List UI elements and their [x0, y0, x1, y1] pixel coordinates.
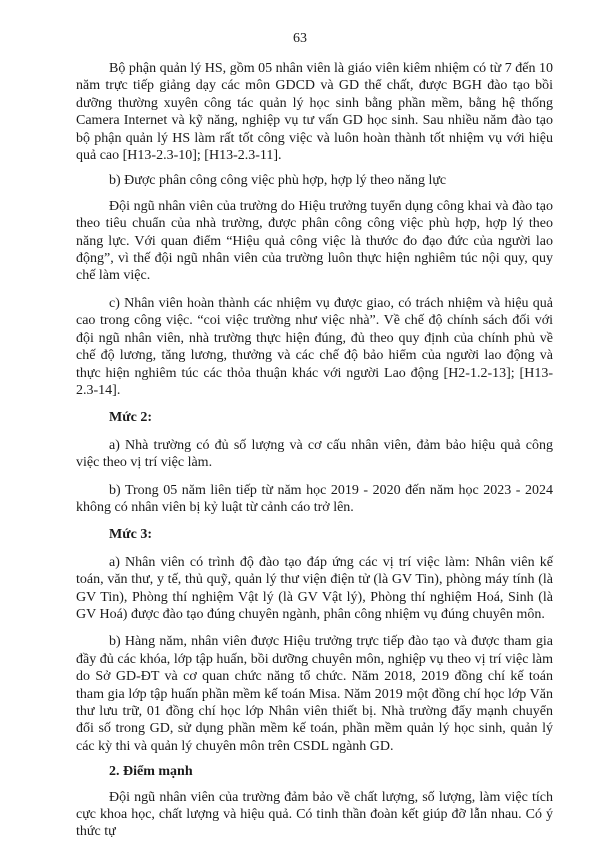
paragraph-heading-b-assignment: b) Được phân công công việc phù hợp, hợp lý theo năng lực — [109, 173, 447, 189]
paragraph-staff-management: Bộ phận quản lý HS, gồm 05 nhân viên là giáo viên kiêm nhiệm có từ 7 đến 10 năm trực tiếp giảng dạy các môn GDCD và GD thể chất, được BGH đào tạo bồi dưỡng thường xuyên công tác quản lý học sinh bằng phần mềm, bằng hệ thống Camera Internet và kỹ năng, nghiệp vụ tư vấn GD học sinh. Sau nhiều năm đào tạo bộ phận quản lý HS làm rất tốt công việc và luôn hoàn thành tốt nhiệm vụ với hiệu quả cao [H13-2.3-10]; [H13-2.3-11]. — [76, 61, 553, 164]
paragraph-level2-a: a) Nhà trường có đủ số lượng và cơ cấu nhân viên, đảm bảo hiệu quả công việc theo vị trí việc làm. — [76, 437, 553, 471]
paragraph-strengths: Đội ngũ nhân viên của trường đảm bảo về chất lượng, số lượng, làm việc tích cực khoa học, chất lượng và hiệu quả. Có tinh thần đoàn kết giúp đỡ lẫn nhau. Có ý thức tự — [76, 789, 553, 840]
paragraph-level2-b: b) Trong 05 năm liên tiếp từ năm học 2019 - 2020 đến năm học 2023 - 2024 không có nhân viên bị kỷ luật từ cảnh cáo trở lên. — [76, 482, 553, 515]
heading-strengths: 2. Điểm mạnh — [109, 764, 193, 780]
paragraph-level3-b: b) Hàng năm, nhân viên được Hiệu trưởng trực tiếp đào tạo và được tham gia đầy đủ các khóa, lớp tập huấn, bồi dưỡng chuyên môn, nghiệp vụ theo vị trí việc làm do Sở GD-ĐT và cơ quan chức năng tổ chức. Năm 2018, 2019 đồng chí kế toán tham gia lớp tập huấn phần mềm kế toán Misa. Năm 2019 một đồng chí học lớp Văn thư lưu trữ, 01 đồng chí học lớp Nhân viên thiết bị. Nhà trường đẩy mạnh chuyển đổi số trong GD, sử dụng phần mềm kế toán, phần mềm quản lý học sinh, quản lý các kỳ thi và quản lý chuyên môn trên CSDL ngành GD. — [76, 634, 553, 754]
heading-level-2: Mức 2: — [109, 410, 152, 426]
paragraph-level3-a: a) Nhân viên có trình độ đào tạo đáp ứng các vị trí việc làm: Nhân viên kế toán, văn thư, y tế, thủ quỹ, quản lý thư viện điện tử (là GV Tin), phòng máy tính (là GV Tin), Phòng thí nghiệm Vật lý (là GV Vật lý), Phòng thí nghiệm Hoá, Sinh (là GV Hoá) được đào tạo đúng chuyên ngành, phân công nhiệm vụ đúng chuyên môn. — [76, 554, 553, 622]
paragraph-c-tasks-policies: c) Nhân viên hoàn thành các nhiệm vụ được giao, có trách nhiệm và hiệu quả cao trong công việc. “coi việc trường như việc nhà”. Về chế độ chính sách đối với đội ngũ nhân viên, nhà trường thực hiện đúng, đủ theo quy định của chính phủ về chế độ lương, tăng lương, thưởng và các chế độ bảo hiểm của người lao động và thực hiện nghiêm túc các thỏa thuận khác với người Lao động [H2-1.2-13]; [H13-2.3-14]. — [76, 295, 553, 398]
paragraph-staff-recruitment: Đội ngũ nhân viên của trường do Hiệu trưởng tuyển dụng công khai và đào tạo theo tiêu chuẩn của nhà trường, được phân công công việc phù hợp, hợp lý theo năng lực. Với quan điểm “Hiệu quả công việc là thước đo đạo đức của người lao động”, vì thế đội ngũ nhân viên của trường luôn thực hiện nghiêm túc nội quy, quy chế làm việc. — [76, 198, 553, 284]
heading-level-3: Mức 3: — [109, 527, 152, 543]
page-number: 63 — [293, 31, 307, 46]
page-content — [76, 60, 553, 841]
